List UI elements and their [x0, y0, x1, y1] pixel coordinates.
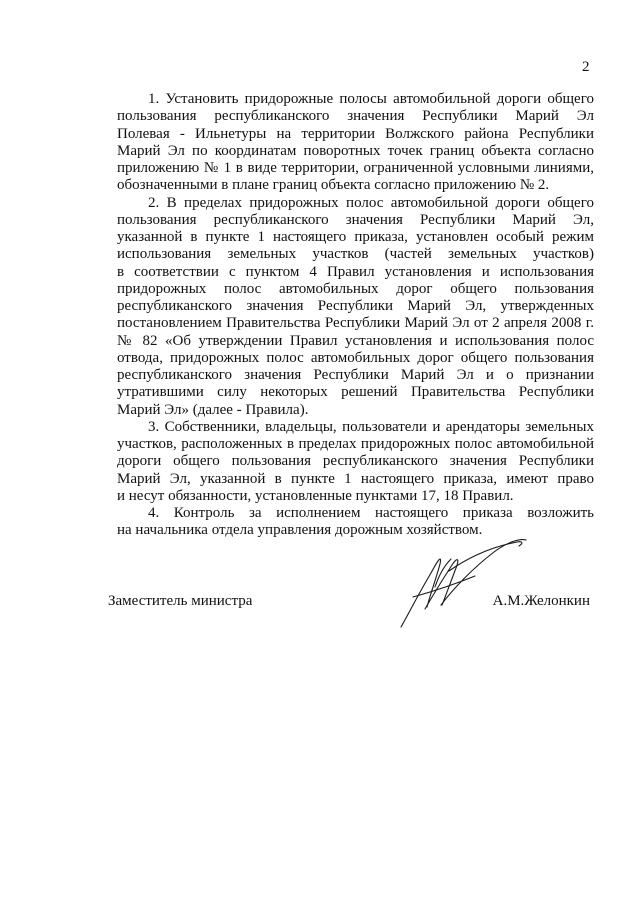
signatory-name: А.М.Желонкин: [492, 593, 590, 609]
paragraph-line: придорожных полос автомобильных дорог общего пользования: [117, 280, 594, 297]
paragraph-line: 1. Установить придорожные полосы автомобильной дороги общего: [148, 91, 594, 107]
paragraph-line: 4. Контроль за исполнением настоящего приказа возложить: [148, 505, 594, 521]
paragraph-line: Марий Эл» (далее - Правила).: [117, 401, 309, 418]
paragraph-line: постановлением Правительства Республики Марий Эл от 2 апреля 2008 г.: [117, 315, 594, 332]
paragraph-line: Марий Эл по координатам поворотных точек границ объекта согласно: [117, 142, 594, 159]
paragraph-line: указанной в пункте 1 настоящего приказа, установлен особый режим: [117, 229, 594, 245]
paragraph-line: республиканского значения Республики Марий Эл и о признании: [117, 367, 594, 383]
paragraph-line: № 82 «Об утверждении Правил установления и использования полос: [117, 332, 594, 349]
paragraph-line: приложению № 1 в виде территории, ограниченной условными линиями,: [117, 160, 594, 176]
paragraph-line: обозначенными в плане границ объекта согласно приложению № 2.: [117, 177, 550, 194]
paragraph-line: дороги общего пользования республиканского значения Республики: [117, 453, 594, 470]
paragraph-1: [117, 91, 594, 195]
document-body: [117, 91, 594, 540]
paragraph-line: и несут обязанности, установленные пунктами 17, 18 Правил.: [117, 487, 514, 504]
paragraph-line: 3. Собственники, владельцы, пользователи и арендаторы земельных: [148, 418, 594, 435]
paragraph-line: пользования республиканского значения Республики Марий Эл,: [117, 211, 594, 228]
paragraph-line: республиканского значения Республики Марий Эл, утвержденных: [117, 298, 594, 314]
paragraph-line: отвода, придорожных полос автомобильных дорог общего пользования: [117, 349, 594, 366]
paragraph-line: в соответствии с пунктом 4 Правил установления и использования: [117, 263, 594, 280]
signatory-position: Заместитель министра: [108, 593, 253, 609]
paragraph-line: участков, расположенных в пределах придорожных полос автомобильной: [117, 436, 594, 452]
paragraph-line: пользования республиканского значения Республики Марий Эл: [117, 108, 594, 125]
paragraph-line: Марий Эл, указанной в пункте 1 настоящего приказа, имеют право: [117, 470, 594, 487]
paragraph-3: [117, 419, 594, 505]
paragraph-line: на начальника отдела управления дорожным хозяйством.: [117, 522, 483, 539]
page-number: 2: [582, 59, 590, 75]
paragraph-line: Полевая - Ильнетуры на территории Волжского района Республики: [117, 125, 594, 142]
paragraph-line: использования земельных участков (частей земельных участков): [117, 246, 594, 263]
handwritten-signature: [395, 535, 530, 630]
paragraph-line: утратившими силу некоторых решений Правительства Республики: [117, 384, 594, 401]
paragraph-line: 2. В пределах придорожных полос автомобильной дороги общего: [148, 194, 594, 211]
paragraph-2: [117, 195, 594, 419]
